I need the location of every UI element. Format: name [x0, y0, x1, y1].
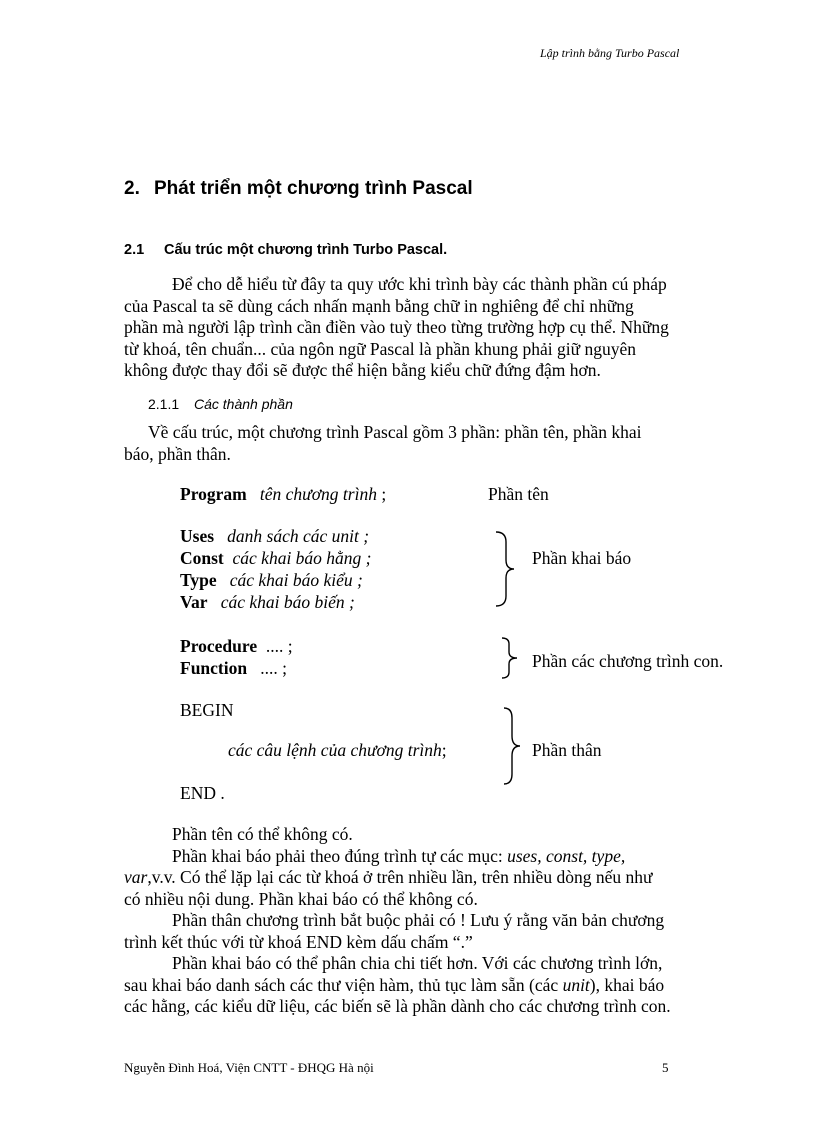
section-number: 2.: [124, 178, 140, 199]
statements-placeholder: các câu lệnh của chương trình: [228, 740, 442, 760]
const-keyword: Const: [180, 548, 224, 568]
note-line: [124, 846, 734, 868]
note-line: [124, 867, 734, 889]
intro-line: phần mà người lập trình cần điền vào tuỳ theo từng trường hợp cụ thể. Những: [124, 317, 669, 337]
uses-keyword: Uses: [180, 526, 215, 546]
note-line: [124, 975, 734, 997]
label-subprogram-part: Phần các chương trình con.: [532, 651, 724, 671]
var-placeholder: các khai báo biến ;: [220, 592, 355, 612]
code-statements-line: [228, 740, 447, 761]
subsubsection-title: Các thành phần: [194, 396, 293, 412]
uses-placeholder: danh sách các unit ;: [227, 526, 370, 546]
note-text: ,v.v. Có thể lặp lại các từ khoá ở trên nhiều lần, trên nhiều dòng nếu như: [147, 867, 653, 887]
section-title: Phát triển một chương trình Pascal: [154, 178, 473, 199]
note-line: Phần khai báo có thể phân chia chi tiết hơn. Với các chương trình lớn,: [172, 953, 663, 973]
note-italic: uses, const, type,: [507, 845, 626, 866]
intro-line: từ khoá, tên chuẩn... của ngôn ngữ Pascal là phần khung phải giữ nguyên: [124, 338, 637, 359]
label-declaration-part: Phần khai báo: [532, 548, 632, 568]
structure-intro-paragraph: [124, 422, 724, 465]
end-keyword: END .: [180, 783, 225, 803]
code-procedure-line: [180, 636, 293, 657]
subsection-title: Cấu trúc một chương trình Turbo Pascal.: [164, 242, 448, 258]
note-line: Phần thân chương trình bắt buộc phải có ! Lưu ý rằng văn bản chương: [172, 910, 665, 930]
function-placeholder: .... ;: [260, 658, 287, 678]
section-heading: [124, 178, 473, 200]
subsection-heading: [124, 242, 447, 258]
note-text: ), khai báo: [589, 974, 665, 995]
subsection-number: 2.1: [124, 242, 145, 258]
subprogram-brace-icon: [500, 636, 520, 680]
note-line: Phần tên có thể không có.: [172, 824, 353, 844]
statements-terminator: ;: [441, 740, 447, 760]
intro-line: không được thay đổi sẽ được thể hiện bằng kiểu chữ đứng đậm hơn.: [124, 360, 601, 380]
note-line: trình kết thúc với từ khoá END kèm dấu chấm “.”: [124, 931, 473, 952]
procedure-placeholder: .... ;: [265, 636, 293, 656]
code-uses-line: [180, 526, 369, 547]
program-terminator: ;: [381, 484, 387, 504]
structure-intro-line: báo, phần thân.: [124, 443, 231, 464]
begin-keyword: BEGIN: [180, 700, 234, 720]
code-type-line: [180, 570, 363, 591]
body-brace-icon: [502, 706, 524, 786]
subsubsection-heading: [148, 396, 293, 412]
label-body-part: Phần thân: [532, 740, 602, 760]
code-program-line: [180, 484, 386, 505]
intro-paragraph: [124, 274, 724, 382]
running-header: Lập trình bằng Turbo Pascal: [540, 46, 680, 60]
program-keyword: Program: [180, 484, 247, 504]
note-italic: var: [124, 867, 148, 887]
note-italic: unit: [562, 974, 590, 995]
type-placeholder: các khai báo kiểu ;: [229, 570, 363, 590]
code-function-line: [180, 658, 287, 679]
code-const-line: [180, 548, 372, 569]
var-keyword: Var: [180, 592, 208, 612]
declaration-brace-icon: [494, 530, 518, 608]
notes-paragraph: [124, 824, 734, 1018]
note-line: các hằng, các kiểu dữ liệu, các biến sẽ là phần dành cho các chương trình con.: [124, 996, 671, 1016]
intro-line: của Pascal ta sẽ dùng cách nhấn mạnh bằng chữ in nghiêng để chỉ những: [124, 295, 634, 316]
footer-author: Nguyễn Đình Hoá, Viện CNTT - ĐHQG Hà nội: [124, 1060, 374, 1075]
subsubsection-number: 2.1.1: [148, 396, 180, 412]
type-keyword: Type: [180, 570, 217, 590]
structure-intro-line: Về cấu trúc, một chương trình Pascal gồm 3 phần: phần tên, phần khai: [148, 422, 642, 442]
note-text: sau khai báo danh sách các thư viện hàm, thủ tục làm sẵn (các: [124, 974, 563, 995]
label-name-part: Phần tên: [488, 484, 549, 504]
intro-line: Để cho dễ hiểu từ đây ta quy ước khi trình bày các thành phần cú pháp: [172, 274, 667, 294]
procedure-keyword: Procedure: [180, 636, 258, 656]
page-number: 5: [662, 1060, 669, 1075]
note-line: có nhiều nội dung. Phần khai báo có thể không có.: [124, 888, 478, 909]
function-keyword: Function: [180, 658, 248, 678]
note-text: Phần khai báo phải theo đúng trình tự các mục:: [172, 845, 508, 866]
const-placeholder: các khai báo hằng ;: [232, 548, 372, 568]
program-name-placeholder: tên chương trình: [259, 484, 377, 504]
code-var-line: [180, 592, 355, 613]
